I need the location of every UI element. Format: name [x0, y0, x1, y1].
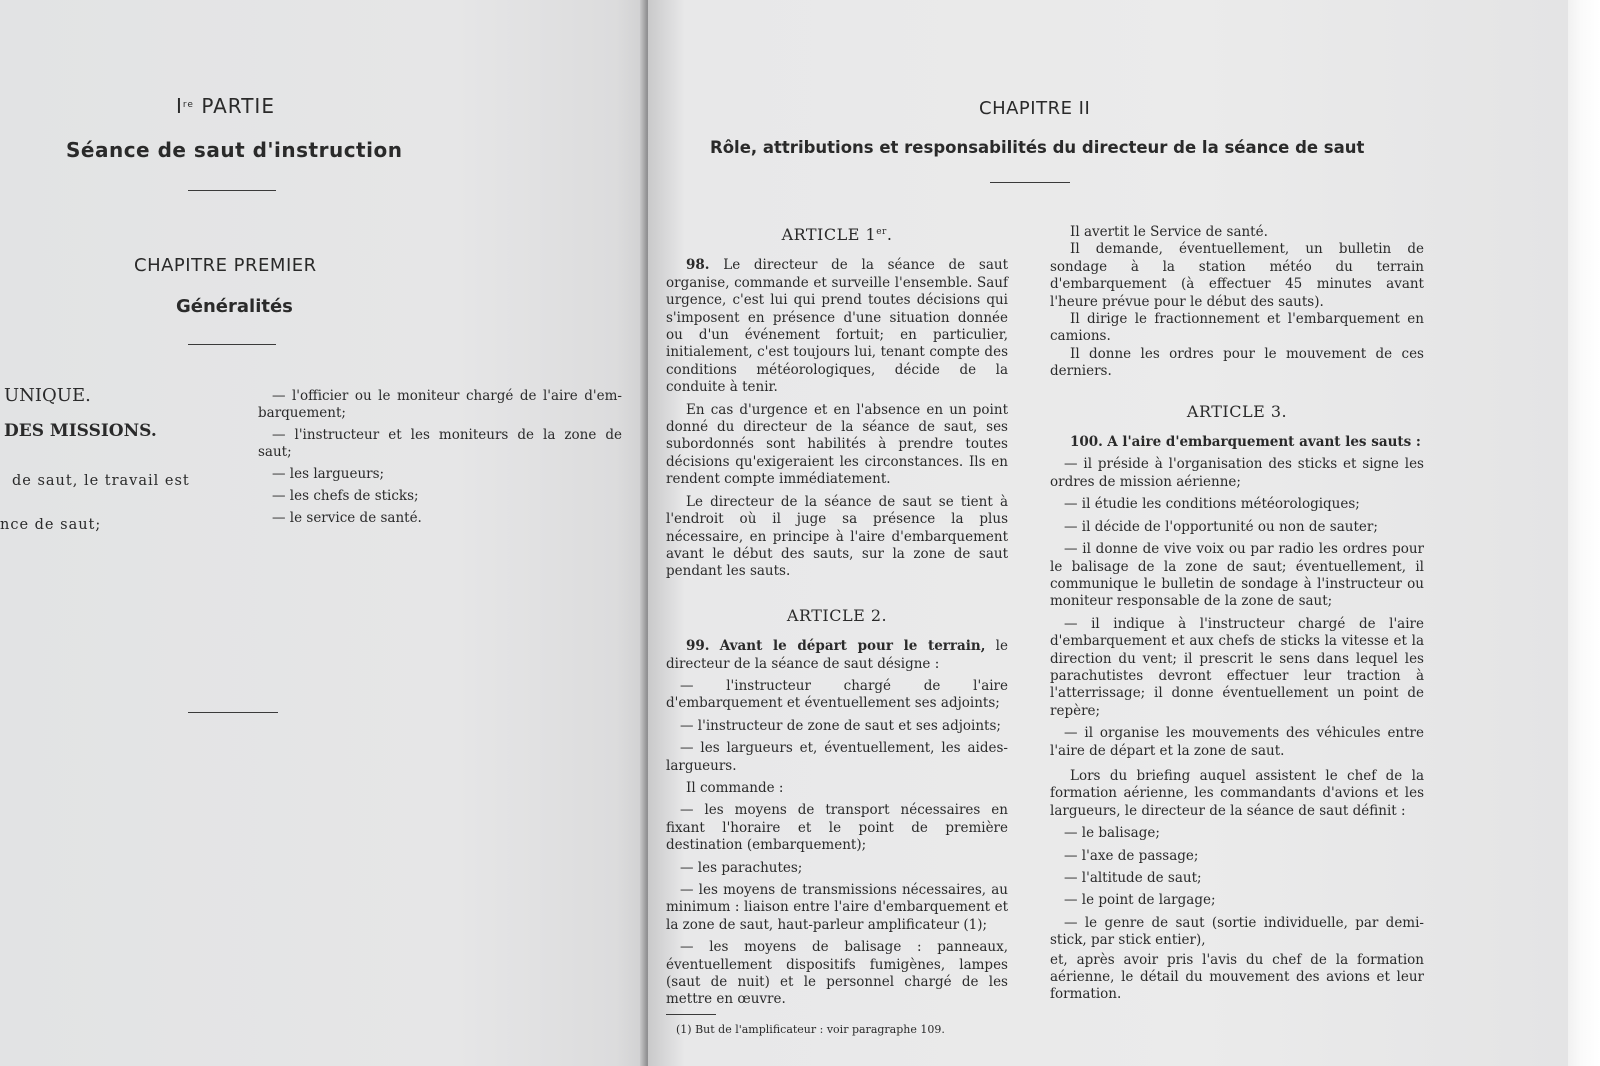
article-heading: ARTICLE 3.	[1186, 401, 1288, 421]
list-item: — les largueurs;	[272, 466, 385, 482]
list-item: — les parachutes;	[680, 859, 803, 876]
list-item: — le balisage;	[1064, 825, 1160, 842]
list-item: — l'instructeur chargé de l'aire d'embarquement et éventuellement ses adjoints;	[666, 677, 1008, 712]
list-item: — l'altitude de saut;	[1064, 870, 1202, 886]
paragraph-100	[1050, 434, 1424, 451]
list-item: — les moyens de balisage : panneaux, éventuellement dispositifs fumigènes, lampes (saut de nuit) et le personnel chargé de les mettre en œuvre.	[666, 939, 1008, 1008]
article-heading-end: .	[886, 225, 893, 244]
list-item: — l'instructeur et les moniteurs de la zone de saut;	[258, 427, 622, 460]
part-word: PARTIE	[201, 94, 275, 118]
list-item: — l'officier ou le moniteur chargé de l'aire d'em-barquement;	[258, 388, 622, 421]
paragraph: Il demande, éventuellement, un bulletin de sondage à la station météo du terrain d'embarquement (à effectuer 45 minutes avant l'heure prévue pour le début des sauts).	[1050, 241, 1424, 310]
paragraph-text: Le directeur de la séance de saut organise, commande et surveille l'ensemble. Sauf urgence, c'est lui qui prend toutes décisions qui s'imposent en présence d'une situation donnée ou d'un événement fortuit; en particulier, initialement, c'est toujours lui, tenant compte des conditions météorologiques, décide de la conduite à tenir.	[666, 257, 1008, 396]
paragraph-number: 100.	[1070, 434, 1103, 451]
paragraph-99	[666, 638, 1008, 673]
paragraph-number: 99.	[686, 638, 710, 655]
list-item: — l'instructeur de zone de saut et ses adjoints;	[680, 717, 1001, 734]
list-item: — il préside à l'organisation des sticks et signe les ordres de mission aérienne;	[1050, 456, 1424, 490]
divider-rule	[188, 190, 276, 191]
paragraph: et, après avoir pris l'avis du chef de la formation aérienne, le détail du mouvement des avions et leur formation.	[1050, 951, 1424, 1003]
paragraph: En cas d'urgence et en l'absence en un point donné du directeur de la séance de saut, ses subordonnés sont habilités à prendre toutes décisions qu'exigeraient les circonstances. Ils en rendent compte immédiatement.	[666, 401, 1008, 488]
part-title: Séance de saut d'instruction	[66, 138, 403, 162]
paragraph: Lors du briefing auquel assistent le chef de la formation aérienne, les commandants d'avions et les largueurs, le directeur de la séance de saut définit :	[1050, 767, 1424, 819]
list-item: — les moyens de transmissions nécessaires, au minimum : liaison entre l'aire d'embarquement et la zone de saut, haut-parleur amplificateur (1);	[666, 882, 1008, 933]
footnote-rule	[666, 1014, 716, 1015]
paragraph-98	[666, 257, 1008, 396]
list-item: — les moyens de transport nécessaires en fixant l'horaire et le point de première destination (embarquement);	[666, 802, 1008, 854]
paragraph-bold-lead: Avant le départ pour le terrain,	[719, 638, 986, 655]
divider-rule	[188, 344, 276, 345]
text-column-left	[666, 224, 1008, 1043]
list-item: — il organise les mouvements des véhicules entre l'aire de départ et la zone de saut.	[1050, 725, 1424, 759]
fragment-line: de saut, le travail est	[12, 473, 190, 489]
footnote: (1) But de l'amplificateur : voir paragraphe 109.	[676, 1022, 945, 1036]
divider-rule	[188, 712, 278, 713]
left-page	[0, 0, 648, 1066]
part-number: I	[176, 94, 183, 118]
article-heading	[666, 224, 1008, 243]
chapter-title: Généralités	[176, 296, 293, 317]
article-superscript: er	[876, 227, 887, 237]
part-heading	[176, 94, 275, 118]
paragraph-number: 98.	[686, 257, 710, 274]
list-item: — les chefs de sticks;	[272, 488, 419, 504]
list-item: — il décide de l'opportunité ou non de sauter;	[1064, 518, 1378, 535]
paragraph-bold-lead: A l'aire d'embarquement avant les sauts :	[1107, 434, 1421, 451]
chapter-title: Rôle, attributions et responsabilités du directeur de la séance de saut	[710, 138, 1365, 157]
responsibility-list	[258, 388, 622, 532]
list-item: — les largueurs et, éventuellement, les aides-largueurs.	[666, 740, 1008, 774]
chapter-heading: CHAPITRE PREMIER	[134, 255, 317, 276]
list-item: — il étudie les conditions météorologiques;	[1064, 496, 1360, 513]
list-item: — le service de santé.	[272, 510, 422, 526]
list-item: — le point de largage;	[1064, 892, 1216, 909]
right-page	[648, 0, 1568, 1066]
paragraph: Il donne les ordres pour le mouvement de ces derniers.	[1050, 345, 1424, 380]
paragraph: Il dirige le fractionnement et l'embarquement en camions.	[1050, 311, 1424, 345]
list-item: — l'axe de passage;	[1064, 847, 1199, 864]
list-item: — il donne de vive voix ou par radio les ordres pour le balisage de la zone de saut; éventuellement, il communique le bulletin de sondage à l'instructeur ou moniteur responsable de la zone de saut;	[1050, 541, 1424, 610]
article-heading-text: ARTICLE 1	[781, 225, 877, 244]
text-column-right	[1050, 224, 1424, 1009]
page-edge	[1568, 0, 1600, 1066]
fragment-unique: UNIQUE.	[4, 385, 91, 406]
paragraph: Le directeur de la séance de saut se tient à l'endroit où il juge sa présence la plus nécessaire, en principe à l'aire d'embarquement avant le début des sauts, sur la zone de saut pendant les sauts.	[666, 493, 1008, 580]
paragraph: Il commande :	[686, 779, 784, 796]
fragment-missions: DES MISSIONS.	[4, 421, 157, 441]
list-item: — il indique à l'instructeur chargé de l'aire d'embarquement et aux chefs de sticks la vitesse et la direction du vent; il prescrit le sens dans lequel les parachutistes devront effectuer leur traction à l'atterrissage; il donne éventuellement un point de repère;	[1050, 615, 1424, 719]
list-item: — le genre de saut (sortie individuelle, par demi-stick, par stick entier),	[1050, 914, 1424, 949]
divider-rule	[990, 182, 1070, 183]
paragraph-text: le directeur de la séance de saut désigne :	[666, 638, 1008, 672]
paragraph: Il avertit le Service de santé.	[1070, 224, 1268, 240]
chapter-heading: CHAPITRE II	[979, 98, 1091, 119]
fragment-line: nce de saut;	[0, 517, 102, 533]
article-heading: ARTICLE 2.	[786, 605, 888, 625]
part-superscript: re	[182, 100, 194, 110]
